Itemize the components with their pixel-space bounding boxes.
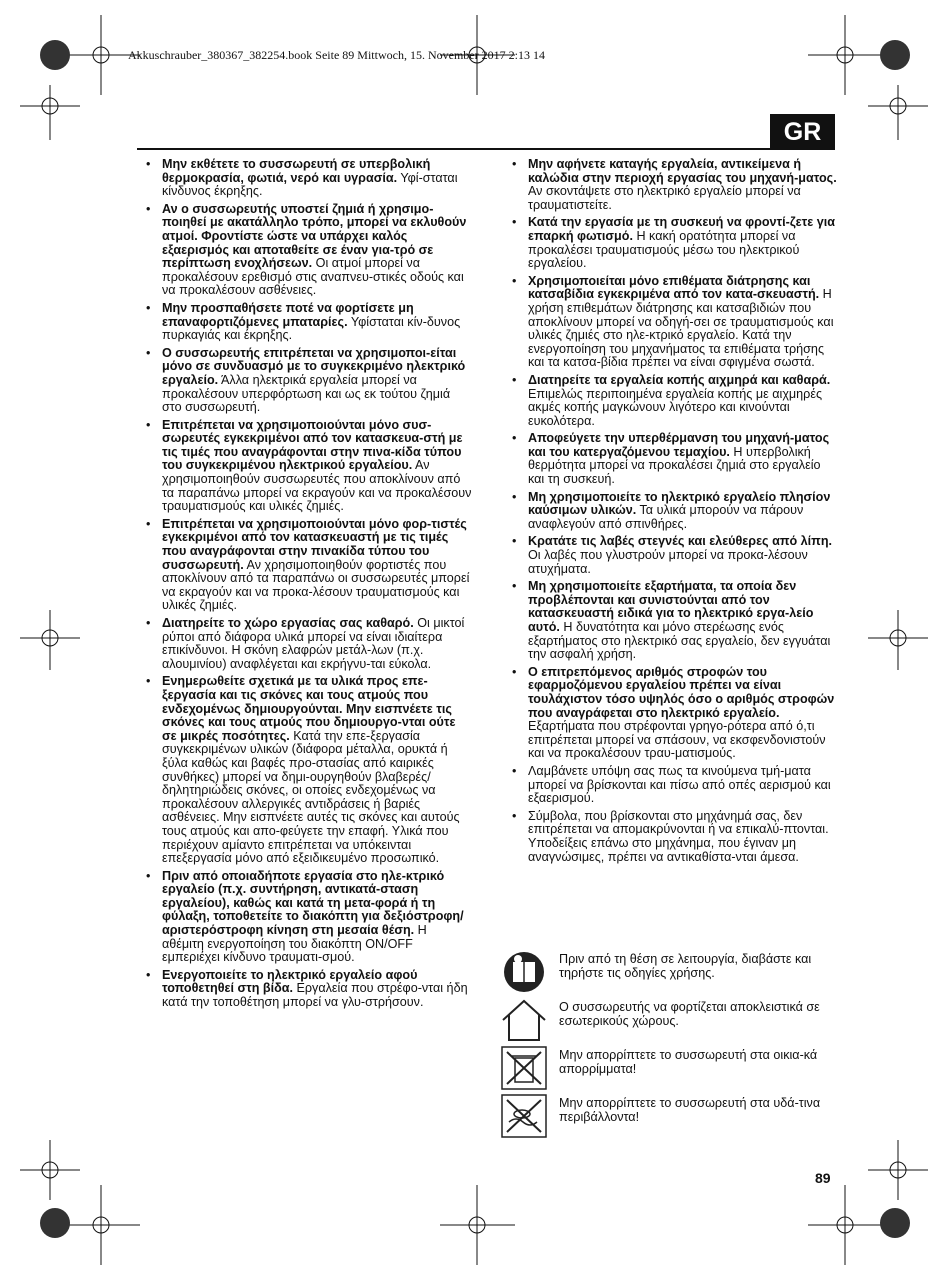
item-bold-text: Μην εκθέτετε το συσσωρευτή σε υπερβολική θερμοκρασία, φωτιά, νερό και υγρασία. [162,157,431,185]
item-text: Οι ατμοί μπορεί να προκαλέσουν ερεθισμό στις αναπνευ-στικές οδούς και να προκαλέσουν ασθένειες. [162,256,464,298]
bullet: • [512,157,517,171]
symbol-row [501,1046,841,1092]
item-bold-text: Μην αφήνετε καταγής εργαλεία, αντικείμενα ή καλώδια στην περιοχή εργασίας του μηχανή-ματος. [528,157,837,185]
item-text: Η δυνατότητα και μόνο στερέωσης ενός εξαρτήματος στο ηλεκτρικό σας εργαλείο, δεν εγγυάται την ασφαλή χρήση. [528,620,831,662]
list-item [512,158,837,212]
symbol-row [501,1094,841,1140]
item-bold-text: Μη χρησιμοποιείτε εξαρτήματα, τα οποία δεν προβλέπονται και συνιστούνται από τον κατασκευαστή ειδικά για το ηλεκτρικό εργα-λείο αυτό. [528,579,814,634]
item-text: Εργαλεία που στρέφο-νται ήδη κατά την τοποθέτηση μπορεί να γλυ-στρήσουν. [162,981,468,1010]
right-column [512,158,837,868]
item-text: Αν χρησιμοποιηθούν συσσωρευτές που αποκλίνουν από τα παραπάνω μπορεί να εκραγούν και να προκαλέσουν τραυματισμούς και υλικές ζημιές. [162,458,472,514]
item-bold-text: Επιτρέπεται να χρησιμοποιούνται μόνο συσ-σωρευτές εγκεκριμένοι από τον κατασκευα-στή με τις τιμές που αναγράφονται στην πινα-κίδα τύπου του συγκεκριμένου ηλεκτρικού εργαλείου. [162,417,463,473]
bullet: • [146,674,151,689]
bullet: • [512,489,517,504]
symbol-text: Μην απορρίπτετε το συσσωρευτή στα υδά-τινα περιβάλλοντα! [559,1096,821,1124]
left-safety-list [146,158,472,1010]
list-item [512,374,837,428]
left-column [146,158,472,1014]
list-item [146,617,472,671]
language-badge: GR [770,114,835,150]
list-item [146,969,472,1010]
symbol-text: Πριν από τη θέση σε λειτουργία, διαβάστε και τηρήστε τις οδηγίες χρήσης. [559,952,812,980]
right-safety-list [512,158,837,864]
item-text: Κατά την επε-ξεργασία συγκεκριμένων υλικών (διάφορα μέταλλα, ορυκτά ή ξύλα καθώς και βαφές προ-στασίας από καιρικές συνθήκες) μπορεί να δημι-ουργηθούν βλαβερές/δηλητηριώδεις σκόνες, οι οποίες ενδεχομένως να προκαλέσουν αλλεργικές αντιδράσεις ή βαριές ασθένειες. Μην εισπνέετε αυτές τις σκόνες και αυτούς τους ατμούς και απο-φεύγετε την επαφή. Υλικά που περιέχουν αμίαντο επιτρέπεται να υπόκεινται επεξεργασία μόνο από εξειδικευμένο προσωπικό. [162,728,460,866]
page-number: 89 [815,1170,831,1186]
no-household-waste-icon [501,1046,547,1090]
list-item [146,870,472,965]
list-item [146,158,472,199]
item-text: Η αθέμιτη ενεργοποίηση του διακόπτη ON/OFF εμπεριέχει κίνδυνο τραυματι-σμού. [162,923,427,965]
header-rule [137,148,770,150]
list-item [512,275,837,370]
symbol-row [501,950,841,996]
list-item [512,535,837,576]
bullet: • [146,967,151,982]
bullet: • [146,868,151,883]
symbol-list [501,950,841,1142]
item-text: Τα υλικά μπορούν να πάρουν αναφλεγούν από σπινθήρες. [528,503,804,531]
item-bold-text: Ο επιτρεπόμενος αριθμός στροφών του εφαρμοζόμενου εργαλείου πρέπει να είναι τουλάχιστον τόσο υψηλός όσο ο αριθμός στροφών που αναγράφεται στο ηλεκτρικό εργαλείο. [528,664,835,720]
bullet: • [146,345,151,360]
bullet: • [512,763,517,778]
item-text: Οι λαβές που γλυστρούν μπορεί να προκα-λέσουν ατυχήματα. [528,548,808,576]
read-manual-icon [501,950,547,994]
item-text: Αν σκοντάψετε στο ηλεκτρικό εργαλείο μπορεί να τραυματιστείτε. [528,184,801,212]
item-text: Άλλα ηλεκτρικά εργαλεία μπορεί να προκαλέσουν υπερφόρτωση και ως εκ τούτου ζημιά στο συσσωρευτή. [162,372,451,415]
item-text: Η κακή ορατότητα μπορεί να προκαλέσει τραυματισμούς μέσω του ηλεκτρικού εργαλείου. [528,228,800,271]
bullet: • [146,300,151,315]
bullet: • [512,664,517,679]
list-item [512,432,837,486]
list-item [512,810,837,864]
list-item [512,765,837,806]
item-bold-text: Κατά την εργασία με τη συσκευή να φροντί-ζετε για επαρκή φωτισμό. [528,215,835,243]
bullet: • [146,157,151,171]
item-bold-text: Χρησιμοποιείται μόνο επιθέματα διάτρησης και κατσαβίδια εγκεκριμένα από τον κατα-σκευαστή. [528,273,820,302]
list-item [512,491,837,532]
no-water-disposal-icon [501,1094,547,1138]
bullet: • [512,534,517,549]
running-head: Akkuschrauber_380367_382254.book Seite 89 Mittwoch, 15. November 2017 2:13 14 [128,48,545,62]
bullet: • [512,579,517,594]
indoor-house-icon [501,998,547,1042]
bullet: • [512,431,517,446]
item-text: Λαμβάνετε υπόψη σας πως τα κινούμενα τμή-ματα μπορεί να βρίσκονται και πίσω από οπές αερισμού και εξαερισμού. [528,763,831,806]
list-item [146,419,472,514]
list-item [512,580,837,662]
bullet: • [512,372,517,387]
item-bold-text: Κρατάτε τις λαβές στεγνές και ελεύθερες από λίπη. [528,534,833,549]
symbol-text: Ο συσσωρευτής να φορτίζεται αποκλειστικά σε εσωτερικούς χώρους. [559,1000,820,1028]
item-bold-text: Μην προσπαθήσετε ποτέ να φορτίσετε μη επαναφορτιζόμενες μπαταρίες. [162,300,414,329]
list-item [146,675,472,865]
item-bold-text: Ενεργοποιείτε το ηλεκτρικό εργαλείο αφού τοποθετηθεί στη βίδα. [162,967,418,996]
item-bold-text: Αν ο συσσωρευτής υποστεί ζημιά ή χρησιμο-ποιηθεί με ακατάλληλο τρόπο, μπορεί να εκλυθούν ατμοί. Φροντίστε ώστε να υπάρχει καλός εξαερισμός και αποταθείτε σε έναν για-τρό σε περίπτωση ενοχλήσεων. [162,201,467,271]
list-item [512,666,837,761]
item-text: Η χρήση επιθεμάτων διάτρησης και κατσαβιδιών που αποκλίνουν μπορεί να οδηγή-σει σε τραυματισμούς και υλικές ζημιές στο ηλε-κτρικό εργαλείο. Κατά την ενεργοποίηση του μηχανήματος τα επιθέματα τρήσης και τα κατσα-βίδια πρέπει να είναι σφιγμένα σωστά. [528,287,834,370]
item-bold-text: Αποφεύγετε την υπερθέρμανση του μηχανή-ματος και του κατεργαζόμενου τεμαχίου. [528,431,830,459]
item-bold-text: Διατηρείτε τα εργαλεία κοπής αιχμηρά και καθαρά. [528,372,831,387]
bullet: • [512,808,517,823]
bullet: • [512,215,517,230]
bullet: • [146,201,151,216]
list-item [146,302,472,343]
bullet: • [512,273,517,288]
item-text: Υφίσταται κίν-δυνος πυρκαγιάς και έκρηξης. [162,314,461,343]
item-text: Αν χρησιμοποιηθούν φορτιστές που αποκλίνουν από τα παραπάνω οι συσσωρευτές μπορεί να εκραγούν και να προκα-λέσουν τραυματισμούς και υλικές ζημιές. [162,557,470,613]
item-text: Επιμελώς περιποιημένα εργαλεία κοπής με αιχμηρές ακμές κοπής μαγκώνουν λιγότερο και κινούνται ευκολότερα. [528,386,823,428]
symbol-row [501,998,841,1044]
bullet: • [146,417,151,432]
item-bold-text: Ενημερωθείτε σχετικά με τα υλικά προς επε-ξεργασία και τις σκόνες και τους ατμούς που ενδεχομένως δημιουργούνται. Μην εισπνέετε τις σκόνες και τους ατμούς που δημιουργο-νται ούτε σε μικρές ποσότητες. [162,674,456,743]
item-bold-text: Πριν από οποιαδήποτε εργασία στο ηλε-κτρικό εργαλείο (π.χ. συντήρηση, αντικατά-σταση εργαλείου), καθώς και κατά τη μετα-φορά ή τη φύλαξη, τοποθετείτε το διακόπτη για δεξιόστροφη/αριστερόστροφη κίνηση στη μεσαία θέση. [162,868,464,938]
item-text: Εξαρτήματα που στρέφονται γρηγο-ρότερα από ό,τι επιτρέπεται μπορεί να σπάσουν, να εκσφενδονιστούν και να προκαλέσουν τραυ-ματισμούς. [528,719,826,761]
item-text: Οι μικτοί ρύποι από διάφορα υλικά μπορεί να είναι ιδιαίτερα επικίνδυνοι. Η σκόνη ελαφρών μετάλ-λων (π.χ. αλουμινίου) αναφλέγεται και εκρήγνυ-ται εύκολα. [162,616,465,671]
list-item [146,347,472,415]
item-bold-text: Διατηρείτε το χώρο εργασίας σας καθαρό. [162,616,414,630]
item-bold-text: Μη χρησιμοποιείτε το ηλεκτρικό εργαλείο πλησίον καύσιμων υλικών. [528,489,831,518]
item-text: Η υπερβολική θερμότητα μπορεί να προκαλέσει ζημιά στο εργαλείο και τη συσκευή. [528,444,821,487]
symbol-text: Μην απορρίπτετε το συσσωρευτή στα οικια-κά απορρίμματα! [559,1048,818,1076]
bullet: • [146,616,151,630]
item-text: Σύμβολα, που βρίσκονται στο μηχάνημά σας, δεν επιτρέπεται να απομακρύνονται ή να επικαλύ-πτονται. Υποδείξεις επάνω στο μηχάνημα, που έγιναν μη αναγνώσιμες, πρέπει να αντικαθίστα-νται άμεσα. [528,808,829,864]
item-bold-text: Ο συσσωρευτής επιτρέπεται να χρησιμοποι-είται μόνο σε συνδυασμό με το συγκεκριμένο ηλεκτρικό εργαλείο. [162,345,466,387]
item-text: Υφί-σταται κίνδυνος έκρηξης. [162,170,458,199]
list-item [512,216,837,270]
bullet: • [146,516,151,531]
list-item [146,518,472,613]
list-item [146,203,472,298]
item-bold-text: Επιτρέπεται να χρησιμοποιούνται μόνο φορ-τιστές εγκεκριμένοι από τον κατασκευαστή με τις τιμές που αναγράφονται στην πινακίδα τύπου του συσσωρευτή. [162,516,467,572]
